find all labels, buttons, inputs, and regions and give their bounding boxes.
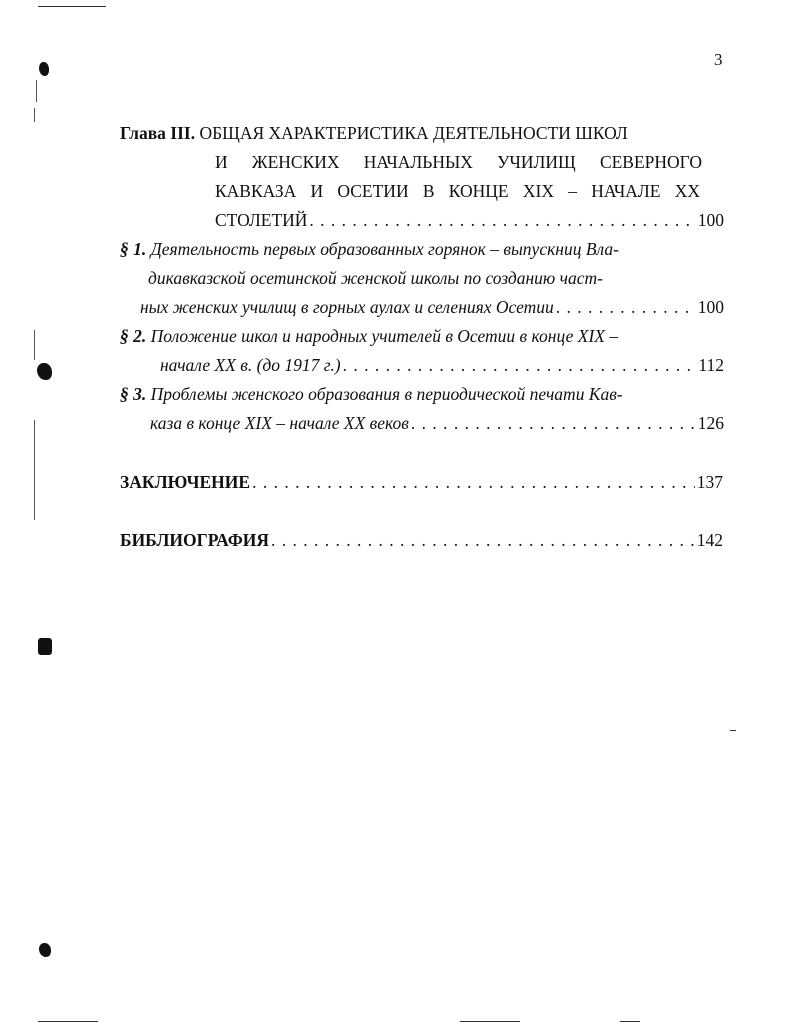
- section-3-page: 126: [697, 413, 724, 433]
- section-2-line-1[interactable]: [120, 326, 618, 346]
- dot-leader: [556, 297, 696, 317]
- conclusion-entry[interactable]: [120, 472, 723, 492]
- bibliography-page: 142: [696, 530, 723, 550]
- section-3-line-2[interactable]: [150, 413, 724, 433]
- chapter-title-text-1: ОБЩАЯ ХАРАКТЕРИСТИКА ДЕЯТЕЛЬНОСТИ ШКОЛ: [199, 123, 628, 143]
- section-3-number: § 3.: [120, 384, 147, 404]
- section-3-line-1[interactable]: [120, 384, 623, 404]
- section-2-page: 112: [698, 355, 724, 375]
- scan-blot-3: [38, 638, 52, 655]
- section-2-text-2: начале XX в. (до 1917 г.): [160, 355, 341, 375]
- chapter-prefix: Глава III.: [120, 123, 196, 143]
- chapter-title-word: ОСЕТИИ: [337, 181, 409, 201]
- chapter-title-line-3: [215, 181, 700, 201]
- chapter-title-word: XX: [674, 181, 700, 201]
- section-2-text-1: Положение школ и народных учителей в Осетии в конце XIX –: [150, 326, 619, 346]
- conclusion-page: 137: [696, 472, 723, 492]
- chapter-title-word: УЧИЛИЩ: [497, 152, 576, 172]
- scan-margin-line-1: [36, 80, 37, 102]
- section-1-text-2: дикавказской осетинской женской школы по созданию част-: [148, 268, 603, 288]
- scan-margin-line-3: [34, 330, 35, 360]
- chapter-title-word: СЕВЕРНОГО: [599, 152, 702, 172]
- scan-bottom-rule-3: [620, 1021, 640, 1022]
- scan-blot-1: [39, 62, 49, 76]
- dot-leader: [411, 413, 696, 433]
- chapter-page: 100: [697, 210, 724, 230]
- chapter-title-word: КАВКАЗА: [215, 181, 297, 201]
- scan-bottom-rule-2: [460, 1021, 520, 1022]
- scan-top-rule: [38, 6, 106, 7]
- chapter-title-text-4: СТОЛЕТИЙ: [215, 210, 308, 230]
- section-1-line-1[interactable]: [120, 239, 619, 259]
- scan-margin-line-2: [34, 108, 35, 122]
- chapter-entry[interactable]: [215, 210, 724, 230]
- scan-blot-2: [37, 363, 52, 380]
- section-2-line-2[interactable]: [160, 355, 724, 375]
- bibliography-label: БИБЛИОГРАФИЯ: [120, 530, 269, 550]
- dot-leader: [252, 472, 695, 492]
- chapter-title-word: –: [568, 181, 577, 201]
- chapter-title-word: НАЧАЛЬНЫХ: [363, 152, 473, 172]
- chapter-title-word: КОНЦЕ: [448, 181, 509, 201]
- bibliography-entry[interactable]: [120, 530, 723, 550]
- scan-margin-line-4: [34, 420, 35, 520]
- section-1-text-1: Деятельность первых образованных горянок – выпускниц Вла-: [150, 239, 619, 259]
- scan-right-tick: [730, 730, 736, 731]
- dot-leader: [343, 355, 697, 375]
- chapter-title-line-2: [215, 152, 702, 172]
- chapter-title-word: И: [215, 152, 228, 172]
- scan-blot-4: [39, 943, 51, 957]
- chapter-title-line-1: [120, 123, 628, 143]
- dot-leader: [309, 210, 695, 230]
- section-1-page: 100: [697, 297, 724, 317]
- chapter-title-word: НАЧАЛЕ: [591, 181, 661, 201]
- page-number: 3: [714, 50, 723, 69]
- scan-bottom-rule-1: [38, 1021, 98, 1022]
- chapter-title-word: XIX: [522, 181, 554, 201]
- chapter-title-word: ЖЕНСКИХ: [251, 152, 340, 172]
- section-3-text-1: Проблемы женского образования в периодической печати Кав-: [150, 384, 623, 404]
- section-2-number: § 2.: [120, 326, 147, 346]
- section-1-text-3: ных женских училищ в горных аулах и селениях Осетии: [140, 297, 554, 317]
- chapter-title-word: И: [310, 181, 324, 201]
- section-1-line-2: [148, 268, 603, 288]
- section-1-number: § 1.: [120, 239, 147, 259]
- dot-leader: [271, 530, 695, 550]
- chapter-title-word: В: [422, 181, 435, 201]
- section-1-line-3[interactable]: [140, 297, 724, 317]
- section-3-text-2: каза в конце XIX – начале XX веков: [150, 413, 409, 433]
- conclusion-label: ЗАКЛЮЧЕНИЕ: [120, 472, 251, 492]
